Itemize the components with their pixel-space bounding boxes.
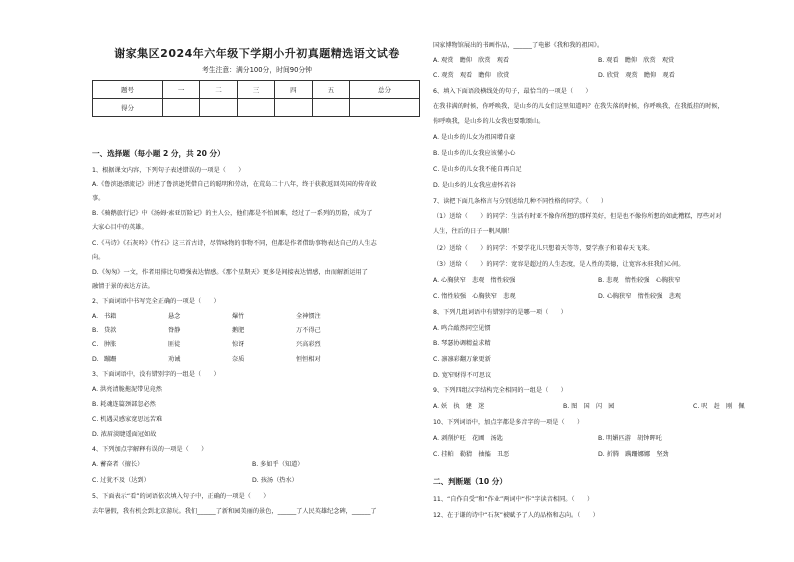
q7-item-2: （2）送给（ ）的同学：不要学花儿只想着天等等，要学燕子和着春天飞来。: [433, 245, 654, 252]
option-word: 匪徒: [168, 341, 181, 348]
question-5: 5、下面表示“看”的词语依次填入句子中，正确的一项是（ ）: [92, 493, 270, 500]
q8-option-b: B. 琴瑟协调精益求精: [433, 340, 491, 347]
score-cell[interactable]: [162, 99, 199, 117]
q5-options-cd: [433, 72, 763, 80]
q6-option-a: A. 是山乡的儿女为祖国增自豪: [433, 134, 516, 141]
q5-passage-cont: 国家博物馆展出的书画作品，______了电影《我和我的祖国》。: [433, 42, 604, 49]
q4-option-c: C. 过犹不及（达到）: [92, 477, 150, 484]
q7-options-cd: [433, 293, 763, 301]
q8-option-c: C. 凛凛彩翻万象更新: [433, 356, 491, 363]
option-word: 书籍: [104, 313, 117, 320]
q3-option-a: A. 洪亮清脆拖泥带见竟然: [92, 386, 162, 393]
q7-option-d: D. 心胸狭窄 惰性较强 悲观: [598, 293, 681, 300]
score-cell[interactable]: [350, 99, 420, 117]
q10-options-ab: [433, 435, 763, 443]
option-word: 劝诫: [168, 356, 181, 363]
option-word: 全神惯注: [296, 313, 321, 320]
q6-option-d: D. 是山乡的儿女我应虚怀若谷: [433, 182, 516, 189]
option-word: 蹦跚: [104, 356, 117, 363]
q3-option-b: B. 耗魂连篇颈部忽必然: [92, 401, 156, 408]
section-heading: 一、选择题（每小题 2 分，共 20 分）: [92, 149, 225, 158]
q7-item-1: （1）送给（ ）的同学：生活有时亚不像你所想的那样美好，但是也不像你所想的如此糟糕，厚些对对: [433, 213, 722, 220]
q4-option-b: B. 多如乎（知道）: [252, 461, 304, 468]
option-word: 奈质: [232, 356, 245, 363]
score-table-header: 一: [162, 81, 199, 99]
q9-option-b: B. 图 国 闪 园: [563, 403, 615, 410]
q4-option-d: D. 孩汤（热水）: [252, 477, 298, 484]
question-9: 9、下列四组汉字结构完全相同的一组是（ ）: [433, 387, 567, 394]
option-word: 鹅肥: [232, 327, 245, 334]
exam-title: 谢家集区2024年六年级下学期小升初真题精选语文试卷: [114, 47, 400, 60]
q6-option-b: B. 是山乡的儿女我应该懂小心: [433, 150, 516, 157]
q3-option-c: C. 机遇灵感家宽思远苦难: [92, 416, 163, 423]
q1-option-b: B.《骑鹅旅行记》中《汤姆·索亚历险记》的主人公，他们都是不怕困难，经过了一系列的历险，成为了: [92, 210, 373, 217]
option-word: 万不得己: [296, 327, 321, 334]
q4-options-ab: [92, 461, 412, 469]
question-6: 6、填入下面语段横线处的句子，最恰当的一项是（ ）: [433, 88, 592, 95]
question-2: 2、下面词语中书写完全正确的一项是（ ）: [92, 298, 220, 305]
section-heading: 二、判断题（10 分）: [433, 477, 507, 486]
q4-option-a: A. 蓄奋者（擅长）: [92, 461, 144, 468]
q5-option-d: D. 欣赏 观赏 瞻仰 观看: [598, 72, 675, 79]
q3-option-d: D. 浓眉淡睫遥面冠如故: [92, 431, 157, 438]
q1-option-d: D.《匆匆》一文，作者用排比句增强表达情感。《那个星期天》更多是间接表达情感，由而解新运用了: [92, 269, 368, 276]
q2-option-a: [92, 313, 360, 321]
option-letter: B.: [92, 327, 99, 334]
q8-option-a: A. 鸣合敲然同空见惯: [433, 325, 491, 332]
score-row-label: 得分: [93, 99, 163, 117]
q8-option-d: D. 宽窄财得不可思议: [433, 372, 492, 379]
q6-passage: 在我非满的时候，你呼唤我，是山乡的儿女们这里知道吗？在我失落的时候，你呼唤我，在我抵挂的时候，: [433, 103, 724, 110]
q10-options-cd: [433, 451, 763, 459]
q7-item-3: （3）送给（ ）的同学：宽容是超过的人生态度，是人性的美德，让宽容永驻我们心间。: [433, 261, 685, 268]
option-word: 脊静: [168, 327, 181, 334]
score-cell[interactable]: [200, 99, 237, 117]
q2-option-b: [92, 327, 360, 335]
q9-option-a: A. 妖 执 建 迷: [433, 403, 485, 410]
score-table-header: 总分: [350, 81, 420, 99]
q5-options-ab: [433, 57, 763, 65]
q2-option-d: [92, 356, 360, 364]
q1-option-c: C.《马诗》《石灰吟》《竹石》这三首古诗，尽管咏物的事物不同，但都是作者借助事物表达自己的人生志: [92, 240, 377, 247]
question-4: 4、下列加点字解释有误的一项是（ ）: [92, 446, 208, 453]
q6-option-c: C. 是山乡的儿女我不能自再自足: [433, 166, 522, 173]
q5-option-b: B. 观看 瞻仰 欣赏 观赏: [598, 57, 675, 64]
q7-options-ab: [433, 277, 763, 285]
option-word: 肿胀: [104, 341, 117, 348]
q7-option-b: B. 悲观 惰性较强 心胸狭窄: [598, 277, 681, 284]
question-1: 1、根据课文内容，下列句子表述错误的一项是（ ）: [92, 167, 245, 174]
q10-option-b: B. 明媚匹游 胡钟晖吒: [598, 435, 662, 442]
question-7: 7、读把下面几条格言与分别送给几种不同性格的同学。（ ）: [433, 198, 608, 205]
option-word: 贷款: [104, 327, 117, 334]
score-table-header: 题号: [93, 81, 163, 99]
score-cell[interactable]: [275, 99, 312, 117]
score-table: [92, 80, 420, 117]
q9-options: [433, 403, 763, 411]
score-table-header-row: [93, 81, 420, 99]
score-table-header: 三: [237, 81, 274, 99]
score-cell[interactable]: [237, 99, 274, 117]
q5-option-c: C. 观赏 观看 瞻仰 欣赏: [433, 72, 510, 79]
option-word: 惊讶: [232, 341, 245, 348]
q4-options-cd: [92, 477, 412, 485]
question-10: 10、下列词语中，加点字都是多音字的一项是（ ）: [433, 419, 584, 426]
option-word: 恒恒相对: [296, 356, 321, 363]
q2-option-c: [92, 341, 360, 349]
score-table-header: 五: [312, 81, 349, 99]
question-3: 3、下面词语中，没有错别字的一组是（ ）: [92, 371, 220, 378]
option-word: 兴高彩烈: [296, 341, 321, 348]
question-11: 11、“自作自受”和“作业”两词中“作”字读音相同。（ ）: [433, 496, 594, 503]
option-letter: C.: [92, 341, 99, 348]
q1-option-a-cont: 事。: [92, 195, 105, 202]
score-table-header: 二: [200, 81, 237, 99]
question-12: 12、在于谦的诗中“石灰”被赋予了人的品格和志向。（ ）: [433, 512, 599, 519]
q7-option-c: C. 惰性较强 心胸狭窄 悲观: [433, 293, 516, 300]
option-word: 爆竹: [232, 313, 245, 320]
question-8: 8、下列几组词语中有错别字的是哪一项（ ）: [433, 309, 567, 316]
q7-option-a: A. 心胸狭窄 悲观 惰性较强: [433, 277, 516, 284]
q1-option-a: A.《鲁滨逊漂流记》讲述了鲁滨逊凭借自己的聪明和劳动，在荒岛二十八年，终于获救返回英国的传奇故: [92, 181, 377, 188]
q10-option-a: A. 剥削护旺 花圃 汤匙: [433, 435, 503, 442]
q5-passage: 去年暑假，我有机会到北京游玩。我们______了新和园美丽的景色，______了人民英雄纪念碑，______了: [92, 508, 377, 515]
option-letter: D.: [92, 356, 99, 363]
option-letter: A.: [92, 313, 99, 320]
exam-notice: 考生注意：满分100分，时间90分钟: [202, 66, 312, 74]
q9-option-c: C. 呎 赶 刚 佩: [693, 403, 745, 410]
q10-option-d: D. 折腾 蹒跚娜娜 坚劲: [598, 451, 669, 458]
q6-passage-cont: 你呼唤我，是山乡的儿女我也要歌颂山。: [433, 118, 545, 125]
option-word: 悬念: [168, 313, 181, 320]
q1-option-b-cont: 大家心目中的英雄。: [92, 224, 148, 231]
q10-option-c: C. 挂帕 勒猜 抽搐 丑恶: [433, 451, 510, 458]
score-cell[interactable]: [312, 99, 349, 117]
q1-option-d-cont: 融情于景的表达方法。: [92, 283, 154, 290]
q1-option-c-cont: 向。: [92, 254, 105, 261]
score-table-score-row: [93, 99, 420, 117]
q7-item-1-cont: 人生，往后的日子一帆风顺！: [433, 228, 514, 235]
score-table-header: 四: [275, 81, 312, 99]
q5-option-a: A. 观赏 瞻仰 欣赏 观看: [433, 57, 510, 64]
